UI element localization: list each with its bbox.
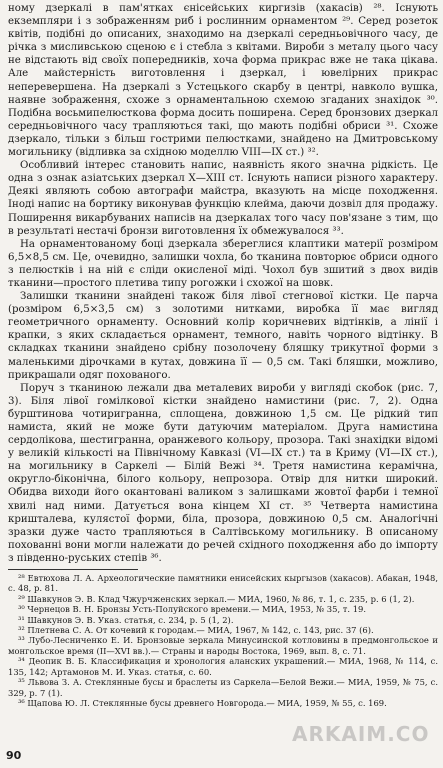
footnote: ²⁹ Шавкунов Э. В. Клад Чжурчженских зеркал.— МИА, 1960, № 86, т. 1, с. 235, р. 6 (1, 2). xyxy=(18,593,415,604)
footnote: ³⁶ Щапова Ю. Л. Стеклянные бусы древнего Новгорода.— МИА, 1959, № 55, с. 169. xyxy=(18,697,387,708)
paragraph: ному дзеркалі в пам'ятках єнісейських киргизів (хакасів) ²⁸. Існують екземпляри і з зображенням риб і рослинним орнаментом ²⁹. Серед розеток квітів, подібні до описаних, знаходимо на дзеркалі середньовічного часу, де річка з мисливською сценою є і стебла з квітами. Вироби з металу цього часу не відстають від своїх попередників, хоча форма прикрас вже не така цікава. Але майстерність виготовлення і дзеркал, і ювелірних прикрас непеpевершена. На дзеркалі з Устецького скарбу в центрі, навколо вушка, наявне зображення, схоже з орнаментальною схемою згаданих знахідок ³⁰. Подібна восьмипелюсткова форма досить поширена. Серед бронзових дзеркал середньовічного часу трапляються такі, що мають подібні обриси ³¹. Схоже дзеркало, тільки з більш гострими пелюстками, знайдено на Дмитровському могильнику (відливка за східною моделлю VIII—IX ст.) ³². xyxy=(8,3,438,159)
footnote-divider xyxy=(8,569,138,570)
paragraph: Поруч з тканиною лежали два металевих вироби у вигляді скобок (рис. 7, 3). Біля лівої гомілкової кістки знайдено намистини (рис. 7, 2). Одна бурштинова чотиригранна, сплощена, довжиною 1,5 см. Це рідкий тип намиста, який не може бути датуючим матеріалом. Друга намистина сердолікова, шестигранна, оранжевого кольору, прозора. Такі знахідки відомі у великій кількості на Північному Кавказі (VI—IX ст.) та в Криму (VI—IX ст.), на могильнику в Саркелі — Білій Вежі ³⁴. Третя намистина керамічна, округло-біконічна, білого кольору, непрозора. Отвір для нитки широкий. Обидва виходи його окантовані валиком з залишками жовтої фарби і темної хвилі над ними. Датується вона кінцем XI ст. ³⁵ Четверта намистина кришталева, кулястої форми, біла, прозора, довжиною 0,5 см. Аналогічні зразки дуже часто трапляються в Салтівському могильнику. В описаному похованні вони могли належати до речей східного походження або до імпорту з південно-руських степів ³⁶. xyxy=(8,382,438,564)
paragraph: Особливий інтерес становить напис, наявність якого значна рідкість. Це одна з ознак азіатських дзеркал X—XIII ст. Існують написи різного характеру. Деякі являють собою автографи майстра, вказують на місце походження. Іноді напис на бортику виконував функцію клейма, даючи дозвіл для продажу. Поширення викарбуваних написів на дзеркалах того часу пов'язане з тим, що в результаті нестачі бронзи виготовлення їх обмежувалося ³³. xyxy=(8,160,438,237)
watermark: ARKAIM.CO xyxy=(292,722,430,746)
footnote: ³² Плетнева С. А. От кочевий к городам.— МИА, 1967, № 142, с. 143, рис. 37 (6). xyxy=(18,625,374,636)
footnote: ³⁴ Деопик В. Б. Классификация и хронология аланских украшений.— МИА, 1968, № 114, с. 135, 142; Артамонов М. И. Указ. статья, с. 60. xyxy=(8,656,438,677)
footnote: ³⁵ Львова З. А. Стеклянные бусы и браслеты из Саркела—Белой Вежи.— МИА, 1959, № 75, с. 329, р. 7 (1). xyxy=(8,677,438,698)
page-body xyxy=(8,2,438,708)
footnote: ³¹ Шавкунов Э. В. Указ. статья, с. 234, р. 5 (1, 2). xyxy=(18,614,234,625)
page-number: 90 xyxy=(6,749,22,762)
footnote: ³⁰ Чернецов В. Н. Бронзы Усть-Полуйского времени.— МИА, 1953, № 35, т. 19. xyxy=(18,604,367,615)
footnote: ²⁸ Евтюхова Л. А. Археологические памятники енисейских кыргызов (хакасов). Абакан, 1948, с. 48, р. 81. xyxy=(8,573,438,594)
footnotes xyxy=(8,573,438,708)
paragraph: Залишки тканини знайдені також біля лівої стегнової кістки. Це парча (розміром 6,5×3,5 см) з золотими нитками, виробка її має вигляд геометричного орнаменту. Основний колір коричневих відтінків, а лінії і крапки, з яких складається орнамент, темного, навіть чорного відтінку. В складках тканини знайдено срібну позолочену бляшку трикутної форми з маленькими дірочками в кутах, довжина її — 0,5 см. Такі бляшки, можливо, прикрашали одяг похованого. xyxy=(8,291,438,381)
paragraph: На орнаментованому боці дзеркала збереглися клаптики матерії розміром 6,5×8,5 см. Це, очевидно, залишки чохла, бо тканина повторює обриси одного з пелюстків і на ній є сліди окисленої міді. Чохол був зшитий з двох видів тканини—простого плетива типу рогожки і схожої на шовк. xyxy=(8,238,438,289)
footnote: ³³ Лубо-Лесниченко Е. И. Бронзовые зеркала Минусинской котловины в предмонгольское и монгольское время (II—XVI вв.).— Страны и народы Востока, 1969, вып. 8, с. 71. xyxy=(8,635,438,656)
